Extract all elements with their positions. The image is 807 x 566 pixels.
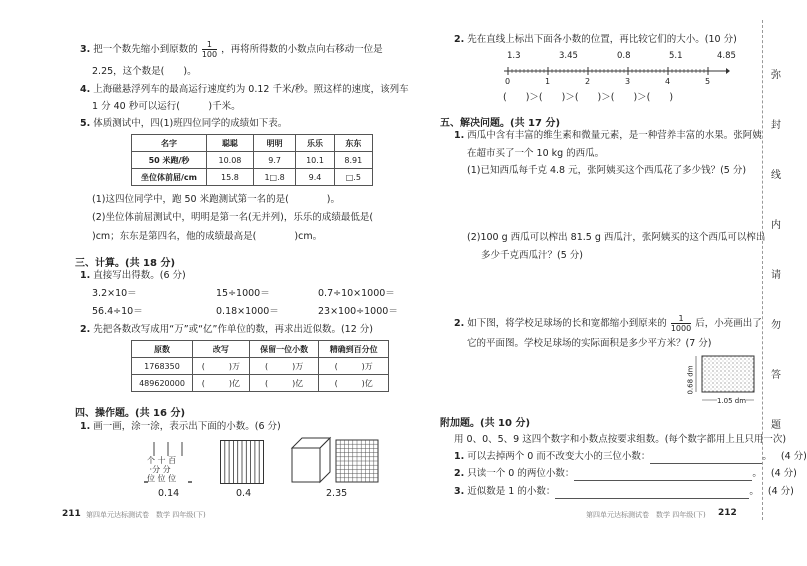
bonus-item-text: 只读一个 0 的两位小数：: [467, 468, 575, 479]
problem-2-fraction: $\frac{1}{1000}$: [670, 314, 692, 333]
fitness-table: [131, 134, 373, 186]
q3-text-a: 把一个数先缩小到原数的: [93, 44, 198, 55]
tick-label: 3: [625, 77, 631, 86]
calc-1-number: 1.: [80, 270, 91, 281]
table-row: [132, 152, 373, 169]
q3: [80, 40, 383, 59]
bonus-item: 1. 可以去掉两个 0 而不改变大小的三位小数： 。 (4 分): [454, 451, 807, 462]
abacus-label: 位: [147, 474, 155, 483]
tick-label: 5: [705, 77, 711, 86]
q5-line1: 体质测试中，四(1)班四位同学的成绩如下表。: [93, 118, 288, 129]
q3-line2: 2.25，这个数是( )。: [92, 66, 197, 77]
compare-row: ( )＞( )＞( )＞( )＞( ): [503, 92, 674, 103]
table-header-cell: 乐乐: [296, 135, 334, 152]
table-row: [132, 341, 389, 358]
rewrite-table: [131, 340, 389, 392]
tick-label: 2: [585, 77, 591, 86]
margin-char: 线: [771, 170, 781, 181]
answer-blank[interactable]: [555, 486, 749, 499]
seal-line: [762, 20, 763, 520]
problem-1-sub1: (1)已知西瓜每千克 4.8 元，张阿姨买这个西瓜花了多少钱？(5 分): [467, 165, 747, 176]
margin-char: 勿: [771, 320, 781, 331]
abacus-label: 十: [157, 456, 166, 465]
abacus-label: 分: [162, 465, 171, 474]
pic-label: 0.4: [236, 488, 252, 499]
calc-item: 56.4÷10＝: [92, 306, 143, 317]
number-line: [500, 64, 730, 78]
calc-1: [80, 270, 186, 282]
table-cell: ( )万: [193, 358, 250, 375]
section-4-title: 四、操作题。(共 16 分): [75, 408, 186, 419]
bonus-item: 2. 只读一个 0 的两位小数： 。 (4 分): [454, 468, 797, 479]
q4-line1: 上海磁悬浮列车的最高运行速度约为 0.12 千米/秒。照这样的速度，该列车: [93, 84, 409, 95]
bonus-item-text: 可以去掉两个 0 而不改变大小的三位小数：: [467, 451, 651, 462]
table-cell: 10.08: [207, 152, 254, 169]
bonus-item-points: (4 分): [780, 451, 807, 462]
bonus-item-number: 2.: [454, 468, 465, 479]
table-cell: ( )亿: [319, 375, 389, 392]
section-3-title: 三、计算。(共 18 分): [75, 258, 176, 269]
calc-item: 0.7÷10×1000＝: [318, 288, 395, 299]
problem-1-number: 1.: [454, 130, 465, 141]
rq2-text: 先在直线上标出下面各小数的位置，再比较它们的大小。(10 分): [467, 34, 737, 45]
table-row: [132, 375, 389, 392]
margin-char: 弥: [771, 70, 781, 81]
bonus-item-number: 3.: [454, 486, 465, 497]
q4-line2: 1 分 40 秒可以运行( )千米。: [92, 101, 241, 112]
tick-label: 0: [505, 77, 511, 86]
table-row: [132, 169, 373, 186]
q3-fraction: $\frac{1}{100}$: [201, 40, 218, 59]
q4-number: 4.: [80, 84, 91, 95]
pic-label: 0.14: [158, 488, 180, 499]
table-header-cell: 改写: [193, 341, 250, 358]
table-cell: 9.4: [296, 169, 334, 186]
right-footer: 第四单元达标测试卷 数学 四年级(下): [586, 511, 706, 519]
table-cell: 50 米跑/秒: [132, 152, 207, 169]
calc-item: 23×100÷1000＝: [318, 306, 398, 317]
bonus-item-number: 1.: [454, 451, 465, 462]
table-cell: 9.7: [253, 152, 295, 169]
problem-1: [454, 130, 762, 142]
right-page-number: 212: [718, 508, 737, 518]
q4: [80, 84, 409, 96]
table-cell: □.5: [334, 169, 372, 186]
abacus-label: 分: [152, 465, 161, 474]
bonus-item-text: 近似数是 1 的小数：: [467, 486, 556, 497]
table-cell: 10.1: [296, 152, 334, 169]
table-header-cell: 精确到百分位: [319, 341, 389, 358]
rq2-number: 2.: [454, 34, 465, 45]
tick-label: 4: [665, 77, 671, 86]
table-cell: 1□.8: [253, 169, 295, 186]
margin-char: 答: [771, 370, 781, 381]
calc-item: 3.2×10＝: [92, 288, 137, 299]
bonus-intro: 用 0、0、5、9 这四个数字和小数点按要求组数。(每个数字都用上且只用一次): [454, 434, 787, 445]
dimension-height: 0.68 dm: [686, 365, 695, 395]
problem-2: [454, 314, 762, 333]
pic-label: 2.35: [326, 488, 348, 499]
bonus-item: 3. 近似数是 1 的小数： 。 (4 分): [454, 486, 794, 497]
tenths-grid: [220, 440, 264, 484]
table-cell: 15.8: [207, 169, 254, 186]
number-item: 5.1: [669, 51, 683, 61]
problem-1-line2: 在超市买了一个 10 kg 的西瓜。: [467, 148, 605, 159]
left-page-number: 211: [62, 509, 81, 519]
q5-sub2-line1: (2)坐位体前屈测试中，明明是第一名(无并列)，乐乐的成绩最低是(: [92, 212, 374, 223]
table-header-cell: 明明: [253, 135, 295, 152]
number-item: 1.3: [507, 51, 521, 61]
q5-sub1: (1)这四位同学中，跑 50 米跑测试第一名的是( )。: [92, 194, 340, 205]
cube-blocks: [290, 436, 382, 486]
table-row: [132, 135, 373, 152]
abacus-label: 位: [168, 474, 177, 483]
abacus-labels: 个 十 百 ·分 分 位 位 位: [147, 456, 177, 483]
table-header-cell: 名字: [132, 135, 207, 152]
number-item: 4.85: [717, 51, 736, 61]
bonus-title: 附加题。(共 10 分): [440, 418, 531, 429]
q5-sub2-line2: )cm；东东是第四名，他的成绩最高是( )cm。: [92, 231, 323, 242]
calc-2-title: 先把各数改写成用“万”或“亿”作单位的数，再求出近似数。(12 分): [93, 324, 373, 335]
problem-1-line1: 西瓜中含有丰富的维生素和微量元素，是一种营养丰富的水果。张阿姨: [467, 130, 762, 141]
calc-item: 15÷1000＝: [216, 288, 270, 299]
problem-2-line2: 它的平面图。学校足球场的实际面积是多少平方米？(7 分): [467, 338, 712, 349]
table-cell: 8.91: [334, 152, 372, 169]
table-cell: 坐位体前屈/cm: [132, 169, 207, 186]
table-cell: ( )万: [249, 358, 319, 375]
table-cell: 1768350: [132, 358, 193, 375]
table-cell: ( )亿: [249, 375, 319, 392]
table-cell: 489620000: [132, 375, 193, 392]
table-cell: ( )亿: [193, 375, 250, 392]
rq2: [454, 34, 737, 46]
q3-number: 3.: [80, 44, 91, 55]
table-cell: ( )万: [319, 358, 389, 375]
problem-1-sub2-line2: 多少千克西瓜汁？(5 分): [481, 250, 583, 261]
table-header-cell: 东东: [334, 135, 372, 152]
problem-1-sub2-line1: (2)100 g 西瓜可以榨出 81.5 g 西瓜汁，张阿姨买的这个西瓜可以榨出: [467, 232, 766, 243]
op-1-title: 画一画，涂一涂，表示出下面的小数。(6 分): [93, 421, 281, 432]
op-1-number: 1.: [80, 421, 91, 432]
abacus-label: 位: [157, 474, 166, 483]
answer-blank[interactable]: [650, 451, 762, 464]
table-header-cell: 保留一位小数: [249, 341, 319, 358]
bonus-item-points: (4 分): [767, 486, 794, 497]
left-footer: 第四单元达标测试卷 数学 四年级(下): [86, 511, 206, 519]
tick-label: 1: [545, 77, 551, 86]
answer-blank[interactable]: [574, 468, 752, 481]
q5: [80, 118, 287, 130]
abacus-label: 百: [168, 456, 177, 465]
margin-char: 封: [771, 120, 781, 131]
op-1: [80, 421, 281, 433]
calc-item: 0.18×1000＝: [216, 306, 279, 317]
margin-char: 请: [771, 270, 781, 281]
calc-2: [80, 324, 373, 336]
problem-2-text-a: 如下图，将学校足球场的长和宽都缩小到原来的: [467, 318, 667, 329]
q5-number: 5.: [80, 118, 91, 129]
table-header-cell: 聪聪: [207, 135, 254, 152]
problem-2-text-b: 后，小亮画出了: [695, 318, 762, 329]
number-item: 0.8: [617, 51, 631, 61]
seal-margin-text: [771, 70, 781, 432]
number-item: 3.45: [559, 51, 578, 61]
margin-char: 内: [771, 220, 781, 231]
bonus-item-points: (4 分): [770, 468, 797, 479]
q3-text-b: ，再将所得数的小数点向右移动一位是: [221, 44, 383, 55]
dimension-width: 1.05 dm: [717, 397, 747, 405]
abacus-label: 个: [147, 456, 155, 465]
table-header-cell: 原数: [132, 341, 193, 358]
problem-2-number: 2.: [454, 318, 465, 329]
calc-1-title: 直接写出得数。(6 分): [93, 270, 186, 281]
table-row: [132, 358, 389, 375]
margin-char: 题: [771, 420, 781, 431]
calc-2-number: 2.: [80, 324, 91, 335]
section-5-title: 五、解决问题。(共 17 分): [440, 118, 561, 129]
